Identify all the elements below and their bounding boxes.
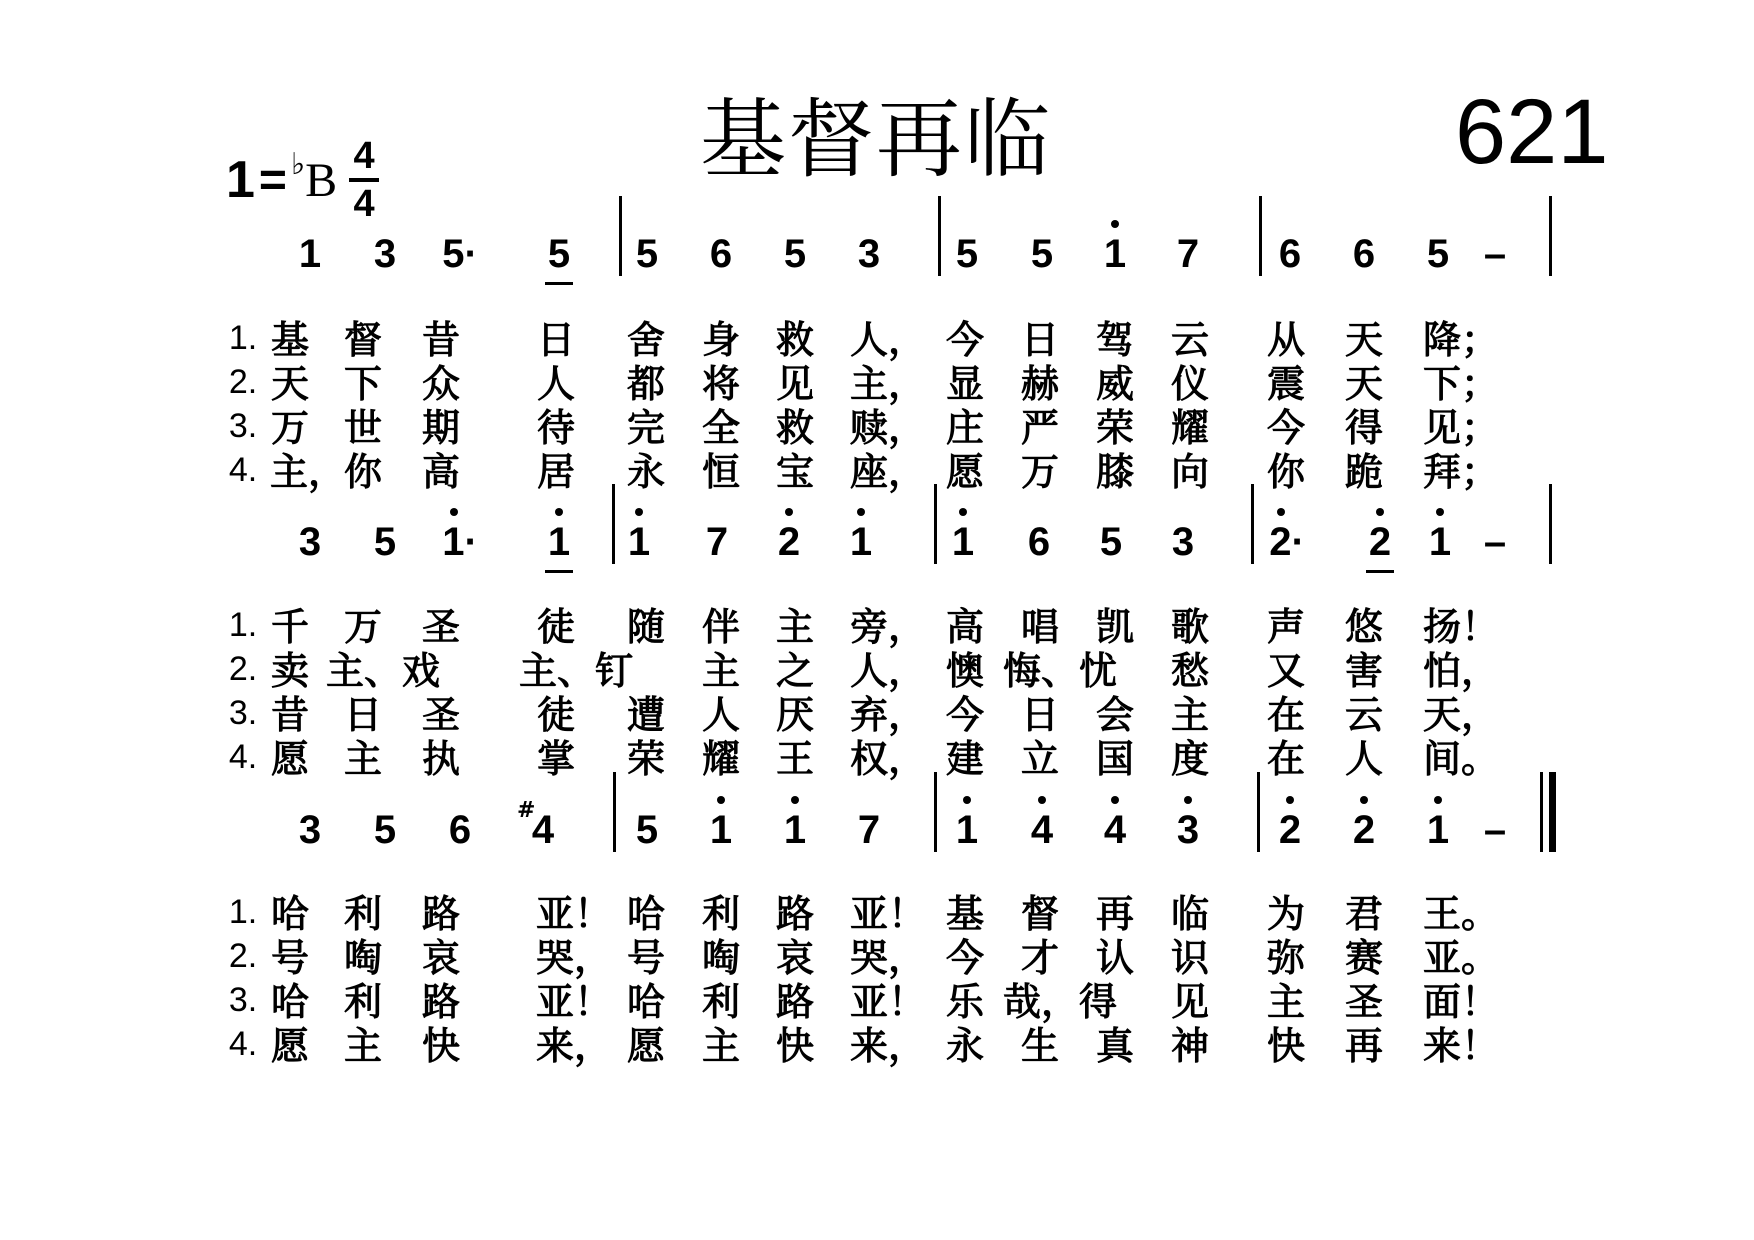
lyric-char: 下；	[1422, 362, 1499, 406]
barline	[619, 196, 622, 276]
lyric-char: 将	[701, 362, 740, 406]
lyric-char: 啕	[701, 936, 740, 980]
lyric-char: 宝	[775, 450, 814, 494]
note: 3	[373, 232, 397, 276]
lyric-char: 国	[1095, 737, 1134, 781]
barline	[612, 484, 615, 564]
lyric-char: 今	[945, 936, 984, 980]
lyric-char: 万	[1020, 450, 1059, 494]
lyric-char: 主、戏	[326, 649, 441, 693]
lyric-char: 掌	[536, 737, 575, 781]
lyric-char: 声	[1266, 605, 1305, 649]
lyric-char: 荣	[1095, 406, 1134, 450]
high-octave-dot	[717, 796, 725, 804]
lyric-char: 主	[1266, 980, 1305, 1024]
lyric-char: 跪	[1344, 450, 1383, 494]
lyric-char: 路	[421, 892, 460, 936]
lyric-char: 建	[945, 737, 984, 781]
note: 1	[955, 808, 979, 852]
lyric-char: 万	[270, 406, 309, 450]
high-octave-dot	[1436, 508, 1444, 516]
note: 6	[448, 808, 472, 852]
lyric-char: 神	[1170, 1024, 1209, 1068]
lyric-char: 怕，	[1422, 649, 1499, 693]
lyric-char: 哀	[775, 936, 814, 980]
lyric-char: 利	[701, 892, 740, 936]
lyric-char: 居	[536, 450, 575, 494]
lyric-char: 哈	[270, 892, 309, 936]
lyric-char: 为	[1266, 892, 1305, 936]
note: 5	[1426, 232, 1450, 276]
note: 5·	[442, 232, 478, 276]
lyric-char: 快	[1266, 1024, 1305, 1068]
lyric-char: 亚！	[535, 980, 612, 1024]
eighth-underline	[545, 570, 573, 573]
high-octave-dot	[963, 796, 971, 804]
lyric-char: 在	[1266, 737, 1305, 781]
lyric-char: 号	[626, 936, 665, 980]
lyric-char: 啕	[343, 936, 382, 980]
note: 1	[783, 808, 807, 852]
lyric-char: 哈	[270, 980, 309, 1024]
note: 1·	[442, 520, 478, 564]
lyric-char: 圣	[421, 605, 460, 649]
lyric-char: 显	[945, 362, 984, 406]
lyric-char: 愿	[270, 1024, 309, 1068]
note: 7	[705, 520, 729, 564]
lyric-char: 人	[536, 362, 575, 406]
note: 5	[1099, 520, 1123, 564]
note: 4	[1103, 808, 1127, 852]
lyric-char: 王	[775, 737, 814, 781]
note: –	[1483, 808, 1507, 852]
note: 2	[1368, 520, 1392, 564]
lyric-char: 昔	[421, 318, 460, 362]
high-octave-dot	[555, 508, 563, 516]
lyric-char: 云	[1170, 318, 1209, 362]
lyric-char: 主	[343, 737, 382, 781]
note: 6	[1027, 520, 1051, 564]
lyric-char: 降；	[1422, 318, 1499, 362]
lyric-char: 利	[701, 980, 740, 1024]
lyric-char: 厌	[775, 693, 814, 737]
barline	[1549, 196, 1552, 276]
lyric-char: 膝	[1095, 450, 1134, 494]
note: 4	[1030, 808, 1054, 852]
note: 6	[1352, 232, 1376, 276]
lyric-char: 哭，	[849, 936, 926, 980]
note: 6	[1278, 232, 1302, 276]
lyric-char: 下	[343, 362, 382, 406]
lyric-char: 天，	[1422, 693, 1499, 737]
note: 1	[849, 520, 873, 564]
high-octave-dot	[1277, 508, 1285, 516]
note: 1	[951, 520, 975, 564]
flat-icon: ♭	[290, 146, 306, 182]
lyric-char: 君	[1344, 892, 1383, 936]
lyric-char: 日	[343, 693, 382, 737]
note: 5	[635, 232, 659, 276]
lyric-char: 路	[775, 892, 814, 936]
note: 3	[1171, 520, 1195, 564]
lyric-char: 天	[1344, 362, 1383, 406]
lyric-char: 待	[536, 406, 575, 450]
lyric-char: 伴	[701, 605, 740, 649]
lyric-char: 云	[1344, 693, 1383, 737]
lyric-char: 今	[945, 693, 984, 737]
note: 1	[627, 520, 651, 564]
high-octave-dot	[959, 508, 967, 516]
lyric-char: 舍	[626, 318, 665, 362]
lyric-char: 都	[626, 362, 665, 406]
lyric-char: 面！	[1422, 980, 1499, 1024]
lyric-char: 来，	[535, 1024, 612, 1068]
note: 2	[1352, 808, 1376, 852]
barline	[1259, 196, 1262, 276]
verse-number: 2.	[228, 937, 258, 975]
lyric-char: 又	[1266, 649, 1305, 693]
lyric-char: 日	[536, 318, 575, 362]
note: 1	[547, 520, 571, 564]
lyric-char: 你	[343, 450, 382, 494]
lyric-char: 永	[945, 1024, 984, 1068]
high-octave-dot	[1434, 796, 1442, 804]
lyric-char: 高	[421, 450, 460, 494]
verse-number: 3.	[228, 981, 258, 1019]
lyric-char: 快	[775, 1024, 814, 1068]
lyric-char: 王。	[1422, 892, 1499, 936]
lyric-char: 人	[1344, 737, 1383, 781]
barline	[934, 772, 937, 852]
lyric-char: 今	[1266, 406, 1305, 450]
lyric-char: 完	[626, 406, 665, 450]
verse-number: 4.	[228, 738, 258, 776]
lyric-char: 向	[1170, 450, 1209, 494]
lyric-char: 在	[1266, 693, 1305, 737]
lyric-char: 庄	[945, 406, 984, 450]
verse-number: 3.	[228, 694, 258, 732]
lyric-char: 亚！	[849, 892, 926, 936]
lyric-char: 度	[1170, 737, 1209, 781]
hymn-title: 基督再临	[700, 90, 1052, 190]
high-octave-dot	[1360, 796, 1368, 804]
lyric-char: 执	[421, 737, 460, 781]
lyric-char: 期	[421, 406, 460, 450]
lyric-char: 之	[775, 649, 814, 693]
lyric-char: 主	[701, 1024, 740, 1068]
verse-number: 2.	[228, 650, 258, 688]
lyric-char: 严	[1020, 406, 1059, 450]
note: 1	[298, 232, 322, 276]
verse-number: 1.	[228, 319, 258, 357]
note: 1	[1103, 232, 1127, 276]
high-octave-dot	[1111, 796, 1119, 804]
sharp-icon: #	[517, 798, 536, 823]
lyric-char: 亚。	[1422, 936, 1499, 980]
lyric-char: 荣	[626, 737, 665, 781]
note: 3	[298, 808, 322, 852]
lyric-char: 天	[1344, 318, 1383, 362]
high-octave-dot	[450, 508, 458, 516]
lyric-char: 主，	[849, 362, 926, 406]
lyric-char: 万	[343, 605, 382, 649]
lyric-char: 认	[1095, 936, 1134, 980]
lyric-char: 旁，	[849, 605, 926, 649]
lyric-char: 主	[343, 1024, 382, 1068]
note: 6	[709, 232, 733, 276]
lyric-char: 愁	[1170, 649, 1209, 693]
lyric-char: 见	[1170, 980, 1209, 1024]
lyric-char: 身	[701, 318, 740, 362]
note: 1	[1426, 808, 1450, 852]
verse-number: 3.	[228, 407, 258, 445]
lyric-char: 弥	[1266, 936, 1305, 980]
lyric-char: 扬！	[1422, 605, 1499, 649]
eighth-underline	[545, 282, 573, 285]
note: 1	[709, 808, 733, 852]
verse-number: 4.	[228, 1025, 258, 1063]
high-octave-dot	[1038, 796, 1046, 804]
note: 5	[955, 232, 979, 276]
note: 2·	[1269, 520, 1305, 564]
lyric-char: 人	[701, 693, 740, 737]
lyric-char: 路	[421, 980, 460, 1024]
lyric-char: 路	[775, 980, 814, 1024]
lyric-char: 愿	[626, 1024, 665, 1068]
lyric-char: 会	[1095, 693, 1134, 737]
lyric-char: 督	[343, 318, 382, 362]
note: 3	[298, 520, 322, 564]
lyric-char: 卖	[270, 649, 309, 693]
lyric-char: 人，	[849, 649, 926, 693]
verse-number: 1.	[228, 893, 258, 931]
high-octave-dot	[1111, 220, 1119, 228]
lyric-char: 才	[1020, 936, 1059, 980]
note: 5	[1030, 232, 1054, 276]
lyric-char: 耀	[1170, 406, 1209, 450]
eighth-underline	[1366, 570, 1394, 573]
lyric-char: 主	[1170, 693, 1209, 737]
lyric-char: 哭，	[535, 936, 612, 980]
verse-number: 2.	[228, 363, 258, 401]
high-octave-dot	[1184, 796, 1192, 804]
time-bar	[349, 178, 379, 182]
high-octave-dot	[785, 508, 793, 516]
lyric-char: 见	[775, 362, 814, 406]
lyric-char: 督	[1020, 892, 1059, 936]
lyric-char: 主	[701, 649, 740, 693]
lyric-char: 主、钉	[519, 649, 634, 693]
lyric-char: 间。	[1422, 737, 1499, 781]
lyric-char: 座，	[849, 450, 926, 494]
lyric-char: 日	[1020, 318, 1059, 362]
lyric-char: 号	[270, 936, 309, 980]
barline	[1257, 772, 1260, 852]
lyric-char: 全	[701, 406, 740, 450]
lyric-char: 歌	[1170, 605, 1209, 649]
lyric-char: 赎，	[849, 406, 926, 450]
lyric-char: 乐	[945, 980, 984, 1024]
time-top: 4	[353, 135, 375, 177]
note: 3	[1176, 808, 1200, 852]
key-note: B	[305, 153, 338, 207]
key-one: 1	[226, 151, 255, 209]
lyric-char: 主，	[269, 450, 346, 494]
high-octave-dot	[635, 508, 643, 516]
lyric-char: 亚！	[849, 980, 926, 1024]
lyric-char: 得	[1344, 406, 1383, 450]
lyric-char: 威	[1095, 362, 1134, 406]
lyric-char: 再	[1344, 1024, 1383, 1068]
lyric-char: 赫	[1020, 362, 1059, 406]
high-octave-dot	[1286, 796, 1294, 804]
lyric-char: 哀	[421, 936, 460, 980]
lyric-char: 昔	[270, 693, 309, 737]
lyric-char: 生	[1020, 1024, 1059, 1068]
lyric-char: 悔、忧	[1003, 649, 1118, 693]
lyric-char: 悠	[1344, 605, 1383, 649]
note: –	[1483, 232, 1507, 276]
note: 1	[1428, 520, 1452, 564]
note: 5	[373, 808, 397, 852]
lyric-char: 震	[1266, 362, 1305, 406]
lyric-char: 天	[270, 362, 309, 406]
high-octave-dot	[791, 796, 799, 804]
verse-number: 4.	[228, 451, 258, 489]
lyric-char: 识	[1170, 936, 1209, 980]
lyric-char: 愿	[945, 450, 984, 494]
lyric-char: 快	[421, 1024, 460, 1068]
lyric-char: 来，	[849, 1024, 926, 1068]
note: 2	[1278, 808, 1302, 852]
barline	[934, 484, 937, 564]
lyric-char: 仪	[1170, 362, 1209, 406]
lyric-char: 驾	[1095, 318, 1134, 362]
lyric-char: 救	[775, 318, 814, 362]
lyric-char: 徒	[536, 605, 575, 649]
lyric-char: 哈	[626, 892, 665, 936]
hymn-number: 621	[1455, 81, 1609, 183]
lyric-char: 利	[343, 980, 382, 1024]
lyric-char: 凯	[1095, 605, 1134, 649]
lyric-char: 哈	[626, 980, 665, 1024]
lyric-char: 懊	[945, 649, 984, 693]
lyric-char: 圣	[421, 693, 460, 737]
lyric-char: 恒	[701, 450, 740, 494]
time-bottom: 4	[353, 183, 375, 225]
lyric-char: 今	[945, 318, 984, 362]
note: 7	[1176, 232, 1200, 276]
lyric-char: 弃，	[849, 693, 926, 737]
lyric-char: 拜；	[1422, 450, 1499, 494]
lyric-char: 世	[343, 406, 382, 450]
lyric-char: 基	[945, 892, 984, 936]
lyric-char: 你	[1266, 450, 1305, 494]
lyric-char: 权，	[849, 737, 926, 781]
barline	[613, 772, 616, 852]
lyric-char: 随	[626, 605, 665, 649]
note: 5	[547, 232, 571, 276]
barline	[1251, 484, 1254, 564]
lyric-char: 永	[626, 450, 665, 494]
note: 3	[857, 232, 881, 276]
lyric-char: 哉，得	[1003, 980, 1118, 1024]
lyric-char: 高	[945, 605, 984, 649]
lyric-char: 耀	[701, 737, 740, 781]
lyric-char: 赛	[1344, 936, 1383, 980]
lyric-char: 众	[421, 362, 460, 406]
lyric-char: 再	[1095, 892, 1134, 936]
note: 5	[783, 232, 807, 276]
note: 4	[531, 808, 555, 852]
lyric-char: 基	[270, 318, 309, 362]
lyric-char: 人，	[849, 318, 926, 362]
note: 5	[635, 808, 659, 852]
lyric-char: 立	[1020, 737, 1059, 781]
note: 7	[857, 808, 881, 852]
lyric-char: 来！	[1422, 1024, 1499, 1068]
key-equals: =	[258, 153, 287, 207]
lyric-char: 唱	[1020, 605, 1059, 649]
lyric-char: 临	[1170, 892, 1209, 936]
lyric-char: 徒	[536, 693, 575, 737]
high-octave-dot	[1376, 508, 1384, 516]
lyric-char: 遭	[626, 693, 665, 737]
verse-number: 1.	[228, 606, 258, 644]
barline	[938, 196, 941, 276]
high-octave-dot	[857, 508, 865, 516]
lyric-char: 亚！	[535, 892, 612, 936]
key-signature	[226, 135, 379, 225]
lyric-char: 愿	[270, 737, 309, 781]
lyric-char: 真	[1095, 1024, 1134, 1068]
time-signature	[349, 137, 379, 223]
note: 5	[373, 520, 397, 564]
lyric-char: 见；	[1422, 406, 1499, 450]
barline	[1549, 484, 1552, 564]
note: 2	[777, 520, 801, 564]
lyric-char: 日	[1020, 693, 1059, 737]
lyric-char: 圣	[1344, 980, 1383, 1024]
lyric-char: 害	[1344, 649, 1383, 693]
lyric-char: 从	[1266, 318, 1305, 362]
lyric-char: 千	[270, 605, 309, 649]
lyric-char: 利	[343, 892, 382, 936]
note: –	[1483, 520, 1507, 564]
lyric-char: 主	[775, 605, 814, 649]
lyric-char: 救	[775, 406, 814, 450]
